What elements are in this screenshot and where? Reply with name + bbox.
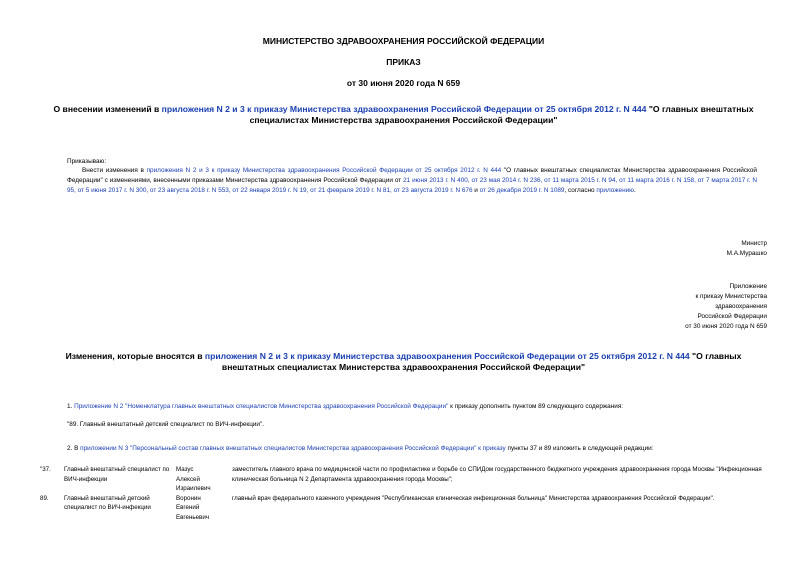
order-body-paragraph bbox=[67, 166, 757, 196]
body-link-dec-2019-order[interactable]: от 26 декабря 2019 г. N 1089 bbox=[479, 187, 565, 194]
changes-title-suffix: "О главных bbox=[689, 351, 742, 361]
row-patronymic: Израилевич bbox=[176, 485, 211, 492]
order-date-number: от 30 июня 2020 года N 659 bbox=[346, 78, 461, 88]
item2-link[interactable]: приложении N 3 "Персональный состав главных внештатных специалистов Министерства здравоохранения Российской Федерации" к приказу bbox=[80, 445, 506, 452]
appendix-line2: здравоохранения bbox=[715, 303, 767, 310]
body-part1: Внести изменения в bbox=[82, 167, 147, 174]
row-first-name: Алексей bbox=[176, 475, 200, 483]
body-link-appendix[interactable]: приложению bbox=[596, 187, 634, 194]
order-title-suffix: "О главных внештатных bbox=[646, 104, 754, 114]
row-number: 89. bbox=[40, 494, 49, 502]
row-number: "37. bbox=[40, 466, 51, 473]
row-position: Главный внештатный специалист по ВИЧ-инфекции bbox=[64, 466, 170, 483]
appendix-block bbox=[657, 282, 767, 332]
row-organization: главный врач федерального казенного учреждения "Республиканская клиническая инфекционная больница" Министерства здравоохранения Российской Федерации". bbox=[232, 494, 715, 502]
body-part3: и bbox=[472, 187, 480, 194]
specialists-table bbox=[40, 465, 772, 522]
item1-link[interactable]: Приложение N 2 "Номенклатура главных внештатных специалистов Министерства здравоохранения Российской Федерации" bbox=[74, 403, 449, 410]
appendix-line4: от 30 июня 2020 года N 659 bbox=[685, 323, 767, 330]
row-patronymic: Евгеньевич bbox=[176, 513, 210, 521]
item2-number: 2. В bbox=[67, 445, 81, 452]
doc-type-heading: ПРИКАЗ bbox=[386, 57, 421, 67]
table-row bbox=[40, 494, 772, 523]
change-item-2 bbox=[67, 444, 654, 454]
signature-block bbox=[727, 239, 767, 259]
appendix-title: Приложение bbox=[729, 283, 767, 290]
order-title-link[interactable]: приложения N 2 и 3 к приказу Министерства здравоохранения Российской Федерации от 25 октября 2012 г. N 444 bbox=[161, 104, 647, 114]
body-part2: "О главных внештатных специалистах Министерства здравоохранения Российской Федерации" с изменениями, внесенными приказами Министерства здравоохранения Российской Федерации от bbox=[67, 167, 757, 184]
row-position: Главный внештатный детский специалист по ВИЧ-инфекции bbox=[64, 494, 151, 511]
changes-title-link[interactable]: приложения N 2 и 3 к приказу Министерства здравоохранения Российской Федерации от 25 октября 2012 г. N 444 bbox=[204, 351, 690, 361]
ministry-heading: МИНИСТЕРСТВО ЗДРАВООХРАНЕНИЯ РОССИЙСКОЙ ФЕДЕРАЦИИ bbox=[262, 36, 545, 46]
body-link-amending-orders[interactable]: 21 июня 2013 г. N 400, от 23 мая 2014 г. N 236, от 11 марта 2015 г. N 94, от 11 марта 2016 г. N 158, от 7 марта 2017 г. N 95, от 5 июня 2017 г. N 300, от 23 августа 2018 г. N 553, от 22 января 2019 г. N 19, от 21 февраля 2019 г. N 81, от 23 августа 2019 г. N 676 bbox=[67, 177, 757, 194]
change-item-1 bbox=[67, 402, 623, 412]
appendix-line3: Российской Федерации bbox=[697, 313, 767, 320]
changes-title-line2: внештатных специалистах Министерства здравоохранения Российской Федерации" bbox=[221, 362, 586, 372]
table-row bbox=[40, 465, 772, 494]
appendix-line1: к приказу Министерства bbox=[695, 293, 767, 300]
row-name bbox=[176, 465, 232, 494]
body-link-appendices[interactable]: приложения N 2 и 3 к приказу Министерства здравоохранения Российской Федерации от 25 октября 2012 г. N 444 bbox=[146, 167, 502, 174]
row-first-name: Евгений bbox=[176, 504, 200, 511]
changes-title-prefix: Изменения, которые вносятся в bbox=[65, 351, 205, 361]
order-title-line2: специалистах Министерства здравоохранения Российской Федерации" bbox=[249, 115, 558, 125]
row-organization: заместитель главного врача по медицинской части по профилактике и борьбе со СПИДом государственного бюджетного учреждения здравоохранения города Москвы "Инфекционная клиническая больница N 2 Департамента здравоохранения города Москвы"; bbox=[232, 466, 762, 483]
body-part5: . bbox=[633, 187, 636, 194]
signature-name: М.А.Мурашко bbox=[726, 250, 767, 257]
orders-label: Приказываю: bbox=[67, 158, 107, 165]
change-item-1-quote: "89. Главный внештатный детский специалист по ВИЧ-инфекции". bbox=[67, 421, 265, 428]
changes-title bbox=[0, 351, 807, 373]
row-name bbox=[176, 494, 232, 523]
item2-rest: пункты 37 и 89 изложить в следующей редакции: bbox=[505, 445, 654, 452]
row-surname: Воронин bbox=[176, 494, 201, 502]
order-title bbox=[0, 104, 807, 126]
item1-rest: к приказу дополнить пунктом 89 следующего содержания: bbox=[448, 403, 624, 410]
order-title-prefix: О внесении изменений в bbox=[53, 104, 162, 114]
body-part4: , согласно bbox=[564, 187, 597, 194]
row-surname: Мазус bbox=[176, 466, 194, 473]
signature-position: Министр bbox=[741, 240, 767, 247]
item1-number: 1. bbox=[67, 403, 75, 410]
